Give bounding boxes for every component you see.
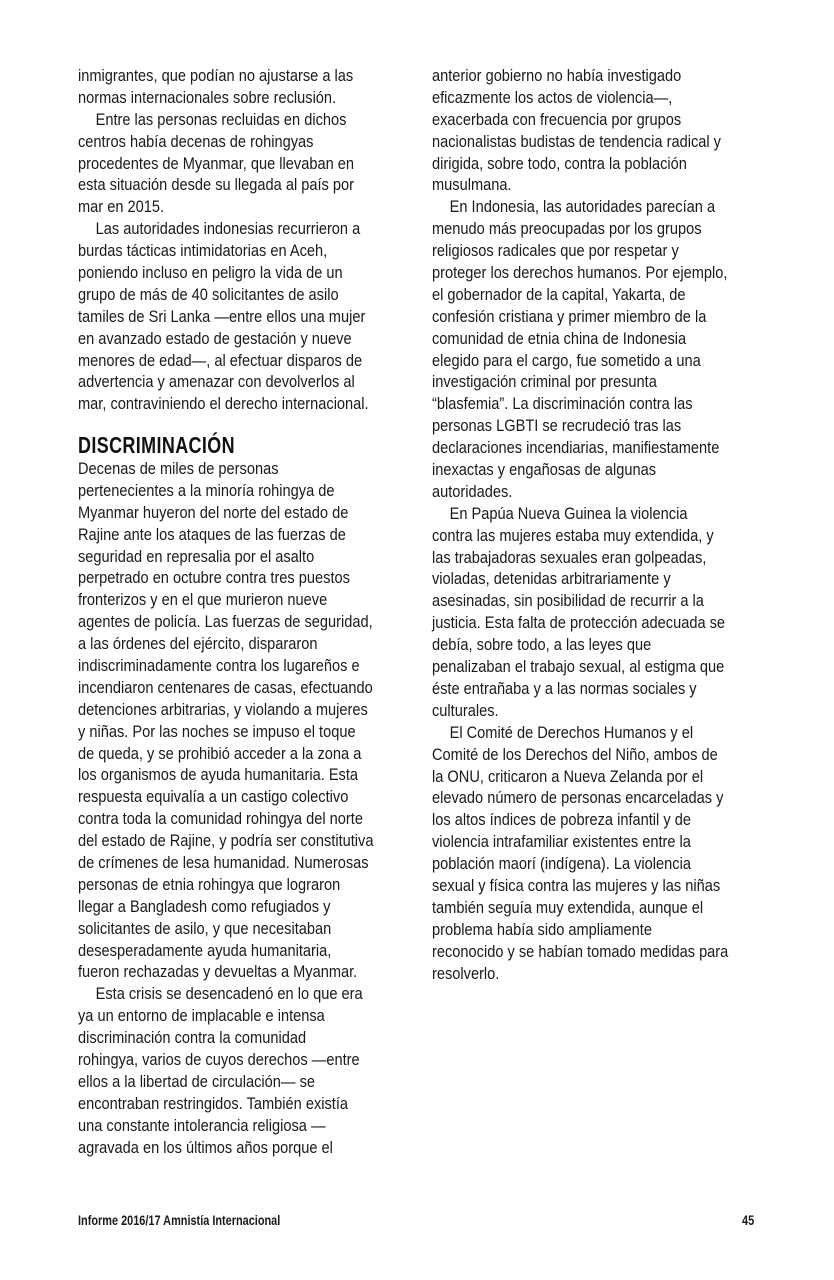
text-line: encontraban restringidos. También existía [78,1093,349,1113]
text-line: menores de edad—, al efectuar disparos de [78,350,363,370]
text-line: ellos a la libertad de circulación— se [78,1071,316,1091]
text-line: los organismos de ayuda humanitaria. Esta [78,765,359,785]
text-line: normas internacionales sobre reclusión. [78,87,337,107]
text-line: inmigrantes, que podían no ajustarse a las [78,66,354,85]
text-line: agentes de policía. Las fuerzas de seguridad, [78,612,373,632]
text-line: también seguía muy extendida, aunque el [432,897,704,917]
text-line: advertencia y amenazar con devolverlos al [78,372,355,392]
text-line: burdas tácticas intimidatorias en Aceh, [78,241,328,261]
text-line: Decenas de miles de personas [78,459,279,478]
text-line: proteger los derechos humanos. Por ejemplo, [432,263,728,283]
text-line: una constante intolerancia religiosa — [78,1115,326,1135]
text-line: tamiles de Sri Lanka —entre ellos una mujer [78,306,366,326]
text-line: El Comité de Derechos Humanos y el [449,722,694,742]
text-line: dirigida, sobre todo, contra la población [432,153,687,173]
text-line: justicia. Esta falta de protección adecuada se [432,613,726,633]
text-line: procedentes de Myanmar, que llevaban en [78,153,355,173]
text-line: los altos índices de pobreza infantil y de [432,810,691,830]
text-line: respuesta equivalía a un castigo colectivo [78,787,349,807]
text-line: personas de etnia rohingya que lograron [78,874,341,894]
left-column-top [78,65,438,415]
text-line: Rajine ante los ataques de las fuerzas de [78,524,346,544]
text-line: contra las mujeres estaba muy extendida, y [432,525,714,545]
text-line: y niñas. Por las noches se impuso el toque [78,721,356,741]
text-line: centros había decenas de rohingyas [78,131,314,151]
text-line: fronterizos y en el que murieron nueve [78,590,328,610]
text-line: perpetrado en octubre contra tres puestos [78,568,350,588]
text-line: la ONU, criticaron a Nueva Zelanda por el [432,766,704,786]
text-line: personas LGBTI se recrudeció tras las [432,416,682,436]
text-line: en avanzado estado de gestación y nueve [78,328,352,348]
paragraph [432,722,792,985]
text-line: Comité de los Derechos del Niño, ambos de [432,744,718,764]
text-line: detenciones arbitrarias, y violando a mujeres [78,699,368,719]
text-line: rohingya, varios de cuyos derechos —entre [78,1050,360,1070]
text-line: pertenecientes a la minoría rohingya de [78,480,335,500]
text-line: elevado número de personas encarceladas y [432,788,724,808]
section-heading: DISCRIMINACIÓN [78,432,235,458]
text-line: comunidad de etnia china de Indonesia [432,328,687,348]
text-line: Esta crisis se desencadenó en lo que era [95,984,363,1004]
text-line: reconocido y se habían tomado medidas para [432,941,729,961]
footer-title: Informe 2016/17 Amnistía Internacional [78,1212,281,1228]
page-number: 45 [742,1212,755,1228]
text-line: poniendo incluso en peligro la vida de un [78,263,343,283]
paragraph [78,65,438,109]
text-line: investigación criminal por presunta [432,372,657,392]
text-line: autoridades. [432,481,513,501]
paragraph [78,218,438,415]
text-line: anterior gobierno no había investigado [432,66,682,85]
text-line: menudo más preocupadas por los grupos [432,219,702,239]
text-line: “blasfemia”. La discriminación contra las [432,394,693,414]
text-line: declaraciones incendiarias, manifiestamente [432,438,720,458]
paragraph [78,983,438,1158]
text-line: el gobernador de la capital, Yakarta, de [432,284,686,304]
text-line: penalizaban el trabajo sexual, al estigma que [432,657,725,677]
text-line: discriminación contra la comunidad [78,1028,307,1048]
text-line: eficazmente los actos de violencia—, [432,87,673,107]
right-column [432,65,792,984]
text-line: inexactas y engañosas de algunas [432,460,657,480]
text-line: sexual y física contra las mujeres y las niñas [432,875,721,895]
text-line: mar en 2015. [78,197,165,217]
text-line: del estado de Rajine, y podría ser constitutiva [78,831,374,851]
text-line: agravada en los últimos años porque el [78,1137,333,1157]
text-line: de crímenes de lesa humanidad. Numerosas [78,853,369,873]
text-line: grupo de más de 40 solicitantes de asilo [78,284,339,304]
text-line: elegido para el cargo, fue sometido a una [432,350,701,370]
text-line: Las autoridades indonesias recurrieron a [95,219,361,239]
text-line: esta situación desde su llegada al país por [78,175,355,195]
text-line: debía, sobre todo, a las leyes que [432,635,652,655]
text-line: a las órdenes del ejército, dispararon [78,634,318,654]
text-line: resolverlo. [432,963,500,983]
text-line: violencia intrafamiliar existentes entre la [432,832,691,852]
text-line: asesinadas, sin posibilidad de recurrir a la [432,591,704,611]
text-line: las trabajadoras sexuales eran golpeadas, [432,547,707,567]
text-line: seguridad en represalia por el asalto [78,546,315,566]
text-line: En Papúa Nueva Guinea la violencia [449,503,688,523]
text-line: exacerbada con frecuencia por grupos [432,109,682,129]
text-line: fueron rechazadas y devueltas a Myanmar. [78,962,358,982]
text-line: confesión cristiana y primer miembro de la [432,306,707,326]
text-line: Entre las personas recluidas en dichos [95,109,347,129]
paragraph [432,196,792,502]
text-line: problema había sido ampliamente [432,919,652,939]
text-line: incendiaron centenares de casas, efectuando [78,677,373,697]
text-line: En Indonesia, las autoridades parecían a [449,197,716,217]
text-line: solicitantes de asilo, y que necesitaban [78,918,332,938]
text-line: indiscriminadamente contra los lugareños e [78,656,360,676]
text-line: nacionalistas budistas de tendencia radical y [432,131,721,151]
left-column-bottom [78,458,438,1159]
paragraph [432,503,792,722]
paragraph [432,65,792,196]
text-line: religiosos radicales que por respetar y [432,241,679,261]
text-line: éste entrañaba y a las normas sociales y [432,678,697,698]
text-line: musulmana. [432,175,512,195]
text-line: ya un entorno de implacable e intensa [78,1006,325,1026]
text-line: desesperadamente ayuda humanitaria, [78,940,332,960]
text-line: violadas, detenidas arbitrariamente y [432,569,671,589]
text-line: población maorí (indígena). La violencia [432,854,691,874]
paragraph [78,109,438,218]
text-line: culturales. [432,700,499,720]
text-line: mar, contraviniendo el derecho internacional. [78,394,369,414]
text-line: de queda, y se prohibió acceder a la zona a [78,743,362,763]
text-line: llegar a Bangladesh como refugiados y [78,896,331,916]
text-line: contra toda la comunidad rohingya del norte [78,809,363,829]
paragraph [78,458,438,983]
text-line: Myanmar huyeron del norte del estado de [78,502,349,522]
